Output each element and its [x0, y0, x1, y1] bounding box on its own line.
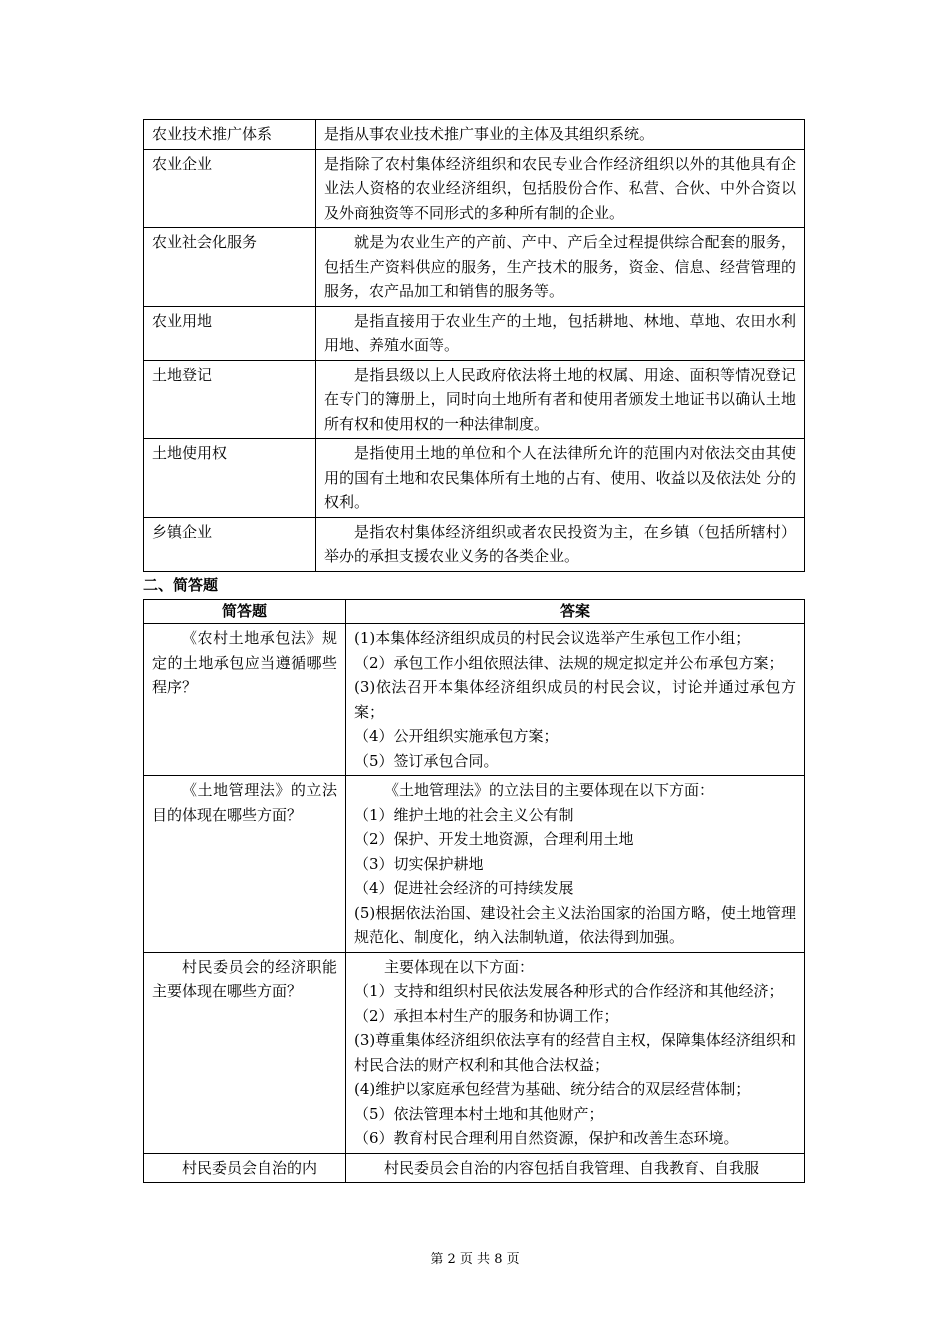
answer-intro: 《土地管理法》的立法目的主要体现在以下方面： [384, 781, 715, 799]
terms-table-body [144, 120, 805, 572]
answer-item: (4)维护以家庭承包经营为基础、统分结合的双层经营体制； [354, 1080, 751, 1098]
answer-item: （5）签订承包合同。 [354, 751, 499, 770]
answer-item: （1）维护土地的社会主义公有制 [354, 805, 574, 824]
question-column-header: 简答题 [144, 600, 346, 624]
answer-intro: 主要体现在以下方面： [384, 957, 535, 976]
term-row [144, 120, 805, 150]
answer-item: （4）公开组织实施承包方案； [354, 727, 559, 745]
answer-item: （2）承包工作小组依照法律、法规的规定拟定并公布承包方案； [354, 653, 784, 672]
terms-table [143, 119, 805, 572]
question-text: 《土地管理法》的立法目的体现在哪些方面？ [144, 776, 346, 953]
answer-intro: 村民委员会自治的内容包括自我管理、自我教育、自我服 [384, 1158, 760, 1177]
term-row [144, 360, 805, 439]
qa-header-row [144, 600, 805, 624]
term-row [144, 149, 805, 228]
term-name: 土地使用权 [144, 439, 316, 518]
qa-row [144, 776, 805, 953]
answer-item: (5)根据依法治国、建设社会主义法治国家的治国方略，使土地管理规范化、制度化，纳入法制轨道，依法得到加强。 [354, 903, 796, 946]
answer-item: (1)本集体经济组织成员的村民会议选举产生承包工作小组； [354, 629, 751, 647]
question-text: 村民委员会自治的内 [144, 1153, 346, 1183]
qa-row [144, 624, 805, 776]
answer-item: （2）承担本村生产的服务和协调工作； [354, 1006, 619, 1025]
qa-row [144, 952, 805, 1153]
answer-cell [346, 1153, 805, 1183]
term-row [144, 228, 805, 307]
term-definition: 是指使用土地的单位和个人在法律所允许的范围内对依法交由其使用的国有土地和农民集体所有土地的占有、使用、收益以及依法处 分的权利。 [316, 439, 805, 518]
answer-cell [346, 624, 805, 776]
answer-item: (3)尊重集体经济组织依法享有的经营自主权，保障集体经济组织和村民合法的财产权利和其他合法权益； [354, 1031, 796, 1074]
qa-table [143, 599, 805, 1183]
term-definition: 是指从事农业技术推广事业的主体及其组织系统。 [316, 120, 805, 150]
answer-cell [346, 776, 805, 953]
answer-item: （2）保护、开发土地资源，合理利用土地 [354, 830, 634, 848]
answer-column-header: 答案 [346, 600, 805, 624]
question-text: 《农村土地承包法》规定的土地承包应当遵循哪些程序？ [144, 624, 346, 776]
qa-table-body [144, 624, 805, 1183]
question-text: 村民委员会的经济职能主要体现在哪些方面？ [144, 952, 346, 1153]
term-definition: 是指除了农村集体经济组织和农民专业合作经济组织以外的其他具有企业法人资格的农业经济组织，包括股份合作、私营、合伙、中外合资以及外商独资等不同形式的多种所有制的企业。 [316, 149, 805, 228]
term-name: 乡镇企业 [144, 517, 316, 571]
term-row [144, 306, 805, 360]
term-name: 土地登记 [144, 360, 316, 439]
answer-item: （1）支持和组织村民依法发展各种形式的合作经济和其他经济； [354, 982, 784, 1000]
answer-cell [346, 952, 805, 1153]
term-definition: 是指直接用于农业生产的土地，包括耕地、林地、草地、农田水利用地、养殖水面等。 [316, 306, 805, 360]
answer-item: (3)依法召开本集体经济组织成员的村民会议，讨论并通过承包方案； [354, 678, 796, 721]
term-name: 农业社会化服务 [144, 228, 316, 307]
answer-item: （5）依法管理本村土地和其他财产； [354, 1104, 604, 1123]
section-title: 二、简答题 [143, 576, 219, 594]
term-row [144, 439, 805, 518]
answer-item: （6）教育村民合理利用自然资源，保护和改善生态环境。 [354, 1129, 739, 1147]
term-row [144, 517, 805, 571]
term-definition: 是指县级以上人民政府依法将土地的权属、用途、面积等情况登记在专门的簿册上，同时向土地所有者和使用者颁发土地证书以确认土地所有权和使用权的一种法律制度。 [316, 360, 805, 439]
page-footer: 第 2 页 共 8 页 [430, 1252, 520, 1267]
term-definition: 就是为农业生产的产前、产中、产后全过程提供综合配套的服务，包括生产资料供应的服务，生产技术的服务，资金、信息、经营管理的服务，农产品加工和销售的服务等。 [316, 228, 805, 307]
qa-row [144, 1153, 805, 1183]
term-name: 农业企业 [144, 149, 316, 228]
term-name: 农业用地 [144, 306, 316, 360]
term-name: 农业技术推广体系 [144, 120, 316, 150]
answer-item: （4）促进社会经济的可持续发展 [354, 879, 574, 897]
answer-item: （3）切实保护耕地 [354, 854, 484, 873]
term-definition: 是指农村集体经济组织或者农民投资为主，在乡镇（包括所辖村）举办的承担支援农业义务的各类企业。 [316, 517, 805, 571]
